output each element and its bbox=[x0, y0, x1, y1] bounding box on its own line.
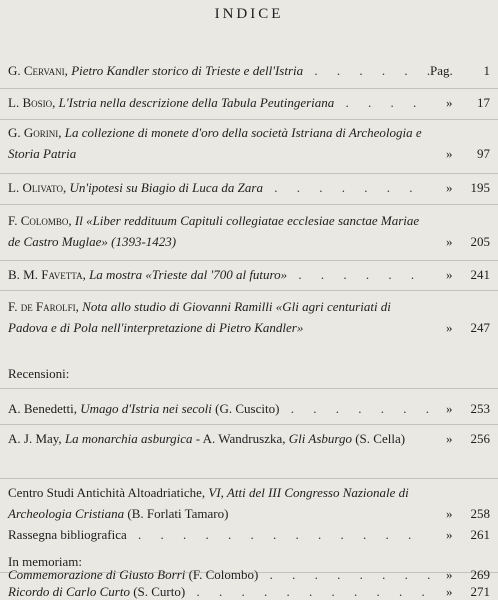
review-author: Centro Studi Antichità Altoadriatiche, bbox=[8, 485, 206, 500]
toc-entry bbox=[8, 264, 490, 285]
review-reviewer: (G. Cuscito) bbox=[215, 401, 280, 416]
entry-title: Nota allo studio di Giovanni Ramilli «Gli agri centuriati di Padova e di Pola nell'interpretazione di Pietro Kandler» bbox=[8, 299, 391, 335]
toc-entry bbox=[8, 92, 490, 113]
review-author: A. Benedetti, bbox=[8, 401, 77, 416]
divider bbox=[0, 88, 498, 89]
review-entry bbox=[8, 428, 490, 449]
memoriam-author: (F. Colombo) bbox=[188, 567, 259, 582]
review-reviewer: (S. Cella) bbox=[355, 431, 406, 446]
ditto-mark: » bbox=[446, 401, 453, 416]
entry-title: Un'ipotesi su Biagio di Luca da Zara bbox=[69, 180, 263, 195]
entry-title: Pietro Kandler storico di Trieste e dell'Istria bbox=[71, 63, 304, 78]
page-title: INDICE bbox=[214, 6, 284, 22]
page-number: 261 bbox=[470, 527, 490, 542]
page-number: 1 bbox=[483, 63, 490, 78]
pag-label: Pag. bbox=[430, 63, 453, 78]
page-number: 17 bbox=[477, 95, 490, 110]
rassegna-title: Rassegna bibliografica bbox=[8, 527, 127, 542]
toc-entry bbox=[8, 122, 490, 164]
ditto-mark: » bbox=[446, 431, 453, 446]
entry-title: Il «Liber reddituum Capituli collegiatae ecclesiae sanctae Mariae de Castro Muglae» (1393-1423) bbox=[8, 213, 420, 249]
entry-author: F. Colombo, bbox=[8, 213, 72, 228]
entry-author: L. Olivato, bbox=[8, 180, 67, 195]
divider bbox=[0, 260, 498, 261]
review-entry bbox=[8, 482, 490, 524]
entry-author: L. Bosio, bbox=[8, 95, 56, 110]
divider bbox=[0, 204, 498, 205]
ditto-mark: » bbox=[446, 234, 453, 249]
page-number: 269 bbox=[470, 567, 490, 582]
rassegna-entry bbox=[8, 524, 490, 545]
ditto-mark: » bbox=[446, 320, 453, 335]
page-number: 205 bbox=[470, 234, 490, 249]
divider bbox=[0, 388, 498, 389]
page-number: 97 bbox=[477, 146, 490, 161]
page-number: 256 bbox=[470, 431, 490, 446]
entry-author: B. M. Favetta, bbox=[8, 267, 86, 282]
entry-title: La collezione di monete d'oro della società Istriana di Archeologia e Storia Patria bbox=[8, 125, 422, 161]
ditto-mark: » bbox=[446, 567, 453, 582]
memoriam-title: Ricordo di Carlo Curto bbox=[8, 584, 130, 599]
review-title: Umago d'Istria nei secoli bbox=[80, 401, 212, 416]
toc-entry bbox=[8, 210, 490, 252]
ditto-mark: » bbox=[446, 506, 453, 521]
divider bbox=[0, 119, 498, 120]
section-heading-recensioni: Recensioni: bbox=[8, 366, 70, 381]
divider bbox=[0, 173, 498, 174]
entry-author: G. Cervani, bbox=[8, 63, 68, 78]
review-second-title: Gli Asburgo bbox=[288, 431, 352, 446]
page-number: 195 bbox=[470, 180, 490, 195]
review-title: La monarchia asburgica bbox=[64, 431, 193, 446]
divider bbox=[0, 290, 498, 291]
ditto-mark: » bbox=[446, 180, 453, 195]
ditto-mark: » bbox=[446, 584, 453, 599]
divider bbox=[0, 424, 498, 425]
entry-author: F. de Farolfi, bbox=[8, 299, 79, 314]
review-author: A. J. May, bbox=[8, 431, 62, 446]
page-number: 241 bbox=[470, 267, 490, 282]
memoriam-author: (S. Curto) bbox=[133, 584, 186, 599]
ditto-mark: » bbox=[446, 527, 453, 542]
section-heading-memoriam: In memoriam: bbox=[8, 554, 83, 569]
ditto-mark: » bbox=[446, 146, 453, 161]
entry-title: La mostra «Trieste dal '700 al futuro» bbox=[89, 267, 288, 282]
entry-title: L'Istria nella descrizione della Tabula Peutingeriana bbox=[58, 95, 335, 110]
page-number: 258 bbox=[470, 506, 490, 521]
toc-entry bbox=[8, 177, 490, 198]
page-number: 247 bbox=[470, 320, 490, 335]
review-reviewer: (B. Forlati Tamaro) bbox=[127, 506, 229, 521]
toc-entry bbox=[8, 296, 490, 338]
toc-entry bbox=[8, 60, 490, 81]
memoriam-title: Commemorazione di Giusto Borri bbox=[8, 567, 186, 582]
divider bbox=[0, 478, 498, 479]
entry-author: G. Gorini, bbox=[8, 125, 62, 140]
ditto-mark: » bbox=[446, 95, 453, 110]
page-number: 271 bbox=[470, 584, 490, 599]
memoriam-entry bbox=[8, 583, 490, 600]
review-second-author: - A. Wandruszka, bbox=[195, 431, 286, 446]
memoriam-entry bbox=[8, 566, 490, 583]
ditto-mark: » bbox=[446, 267, 453, 282]
page-number: 253 bbox=[470, 401, 490, 416]
review-title: VI, Atti del III Congresso Nazionale di Archeologia Cristiana bbox=[8, 485, 409, 521]
review-entry bbox=[8, 398, 490, 419]
